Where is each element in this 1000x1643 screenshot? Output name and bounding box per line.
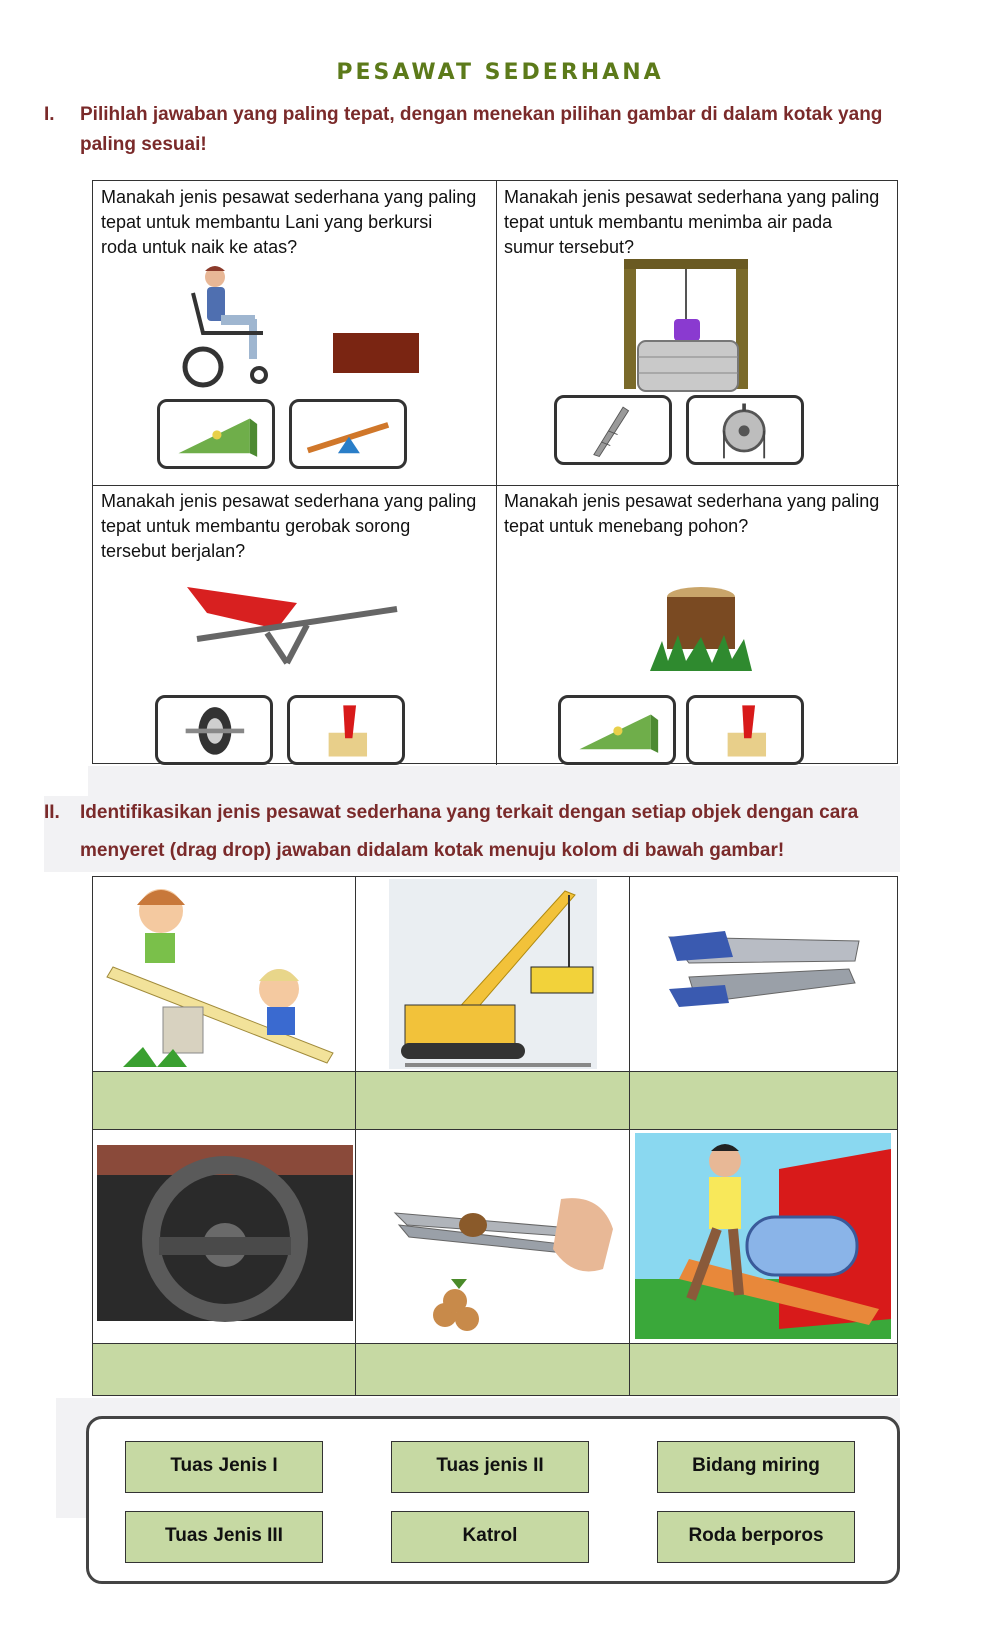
option-wedge[interactable] — [686, 695, 804, 765]
drop-zone-ramp[interactable] — [629, 1343, 897, 1395]
inclined-plane-icon — [160, 402, 272, 466]
section1-number: I. — [44, 104, 55, 125]
drop-zone-nutcracker[interactable] — [355, 1343, 629, 1395]
nutcracker-image — [355, 1129, 629, 1343]
grid-divider — [629, 877, 630, 1395]
stapler-image — [629, 877, 897, 1071]
seesaw-lever-icon — [292, 402, 404, 466]
question-card-1 — [93, 181, 496, 485]
page-title: PESAWAT SEDERHANA — [336, 60, 664, 85]
wedge-icon — [689, 698, 801, 762]
crane-icon — [355, 877, 629, 1071]
section2-instruction — [44, 798, 944, 870]
section2-line1: Identifikasikan jenis pesawat sederhana yang terkait dengan setiap objek dengan cara — [80, 802, 859, 823]
question-line: Manakah jenis pesawat sederhana yang paling — [504, 187, 880, 207]
option-lever[interactable] — [289, 399, 407, 469]
answer-chip-roda-berporos[interactable]: Roda berporos — [657, 1511, 855, 1563]
wedge-icon — [290, 698, 402, 762]
section1-instruction — [44, 100, 944, 164]
grid-divider — [355, 877, 356, 1395]
question-grid — [92, 180, 898, 764]
wheelbarrow-illustration — [177, 569, 407, 675]
section1-line1: Pilihlah jawaban yang paling tepat, dengan menekan pilihan gambar di dalam kotak yang — [80, 104, 883, 125]
section2-number: II. — [44, 802, 60, 823]
nutcracker-icon — [355, 1129, 629, 1343]
ramp-icon — [629, 1129, 897, 1343]
drop-zone-seesaw[interactable] — [93, 1071, 355, 1129]
question-line: Manakah jenis pesawat sederhana yang paling — [504, 491, 880, 511]
question-text-1 — [101, 185, 490, 260]
steering-wheel-icon — [93, 1129, 355, 1343]
pulley-icon — [689, 398, 801, 462]
drop-zone-crane[interactable] — [355, 1071, 629, 1129]
option-wedge[interactable] — [287, 695, 405, 765]
question-line: tersebut berjalan? — [101, 541, 246, 561]
question-card-4 — [496, 485, 899, 765]
grid-divider — [93, 1343, 897, 1344]
option-inclined-plane[interactable] — [157, 399, 275, 469]
answer-chip-tuas-jenis-3[interactable]: Tuas Jenis III — [125, 1511, 323, 1563]
steering-wheel-image — [93, 1129, 355, 1343]
wheel-axle-icon — [158, 698, 270, 762]
well-illustration — [616, 257, 766, 393]
wheelchair-illustration — [163, 263, 423, 393]
question-line: Manakah jenis pesawat sederhana yang paling — [101, 491, 477, 511]
question-line: sumur tersebut? — [504, 237, 635, 257]
question-text-3 — [101, 489, 490, 564]
answer-chip-bidang-miring[interactable]: Bidang miring — [657, 1441, 855, 1493]
option-screw[interactable] — [554, 395, 672, 465]
question-card-2 — [496, 181, 899, 485]
seesaw-icon — [93, 877, 355, 1071]
answer-bank — [86, 1416, 900, 1584]
drop-zone-stapler[interactable] — [629, 1071, 897, 1129]
inclined-plane-icon — [561, 698, 673, 762]
grid-divider — [93, 1129, 897, 1130]
question-line: Manakah jenis pesawat sederhana yang paling — [101, 187, 477, 207]
option-pulley[interactable] — [686, 395, 804, 465]
ramp-image — [629, 1129, 897, 1343]
drop-zone-steering-wheel[interactable] — [93, 1343, 355, 1395]
question-line: tepat untuk membantu gerobak sorong — [101, 516, 411, 536]
option-inclined-plane[interactable] — [558, 695, 676, 765]
option-wheel-axle[interactable] — [155, 695, 273, 765]
seesaw-image — [93, 877, 355, 1071]
question-line: tepat untuk membantu Lani yang berkursi — [101, 212, 433, 232]
crane-image — [355, 877, 629, 1071]
answer-chip-katrol[interactable]: Katrol — [391, 1511, 589, 1563]
drag-drop-grid — [92, 876, 898, 1396]
answer-chip-tuas-jenis-1[interactable]: Tuas Jenis I — [125, 1441, 323, 1493]
section2-line2: menyeret (drag drop) jawaban didalam kotak menuju kolom di bawah gambar! — [80, 840, 785, 861]
question-card-3 — [93, 485, 496, 765]
screw-icon — [557, 398, 669, 462]
section-band — [88, 766, 900, 796]
question-line: tepat untuk membantu menimba air pada — [504, 212, 833, 232]
grid-divider — [93, 1071, 897, 1072]
question-text-2 — [504, 185, 893, 260]
question-line: roda untuk naik ke atas? — [101, 237, 298, 257]
question-text-4 — [504, 489, 893, 539]
tree-stump-illustration — [646, 575, 756, 675]
question-line: tepat untuk menebang pohon? — [504, 516, 749, 536]
stapler-icon — [629, 877, 897, 1071]
answer-chip-tuas-jenis-2[interactable]: Tuas jenis II — [391, 1441, 589, 1493]
section1-line2: paling sesuai! — [80, 134, 207, 155]
